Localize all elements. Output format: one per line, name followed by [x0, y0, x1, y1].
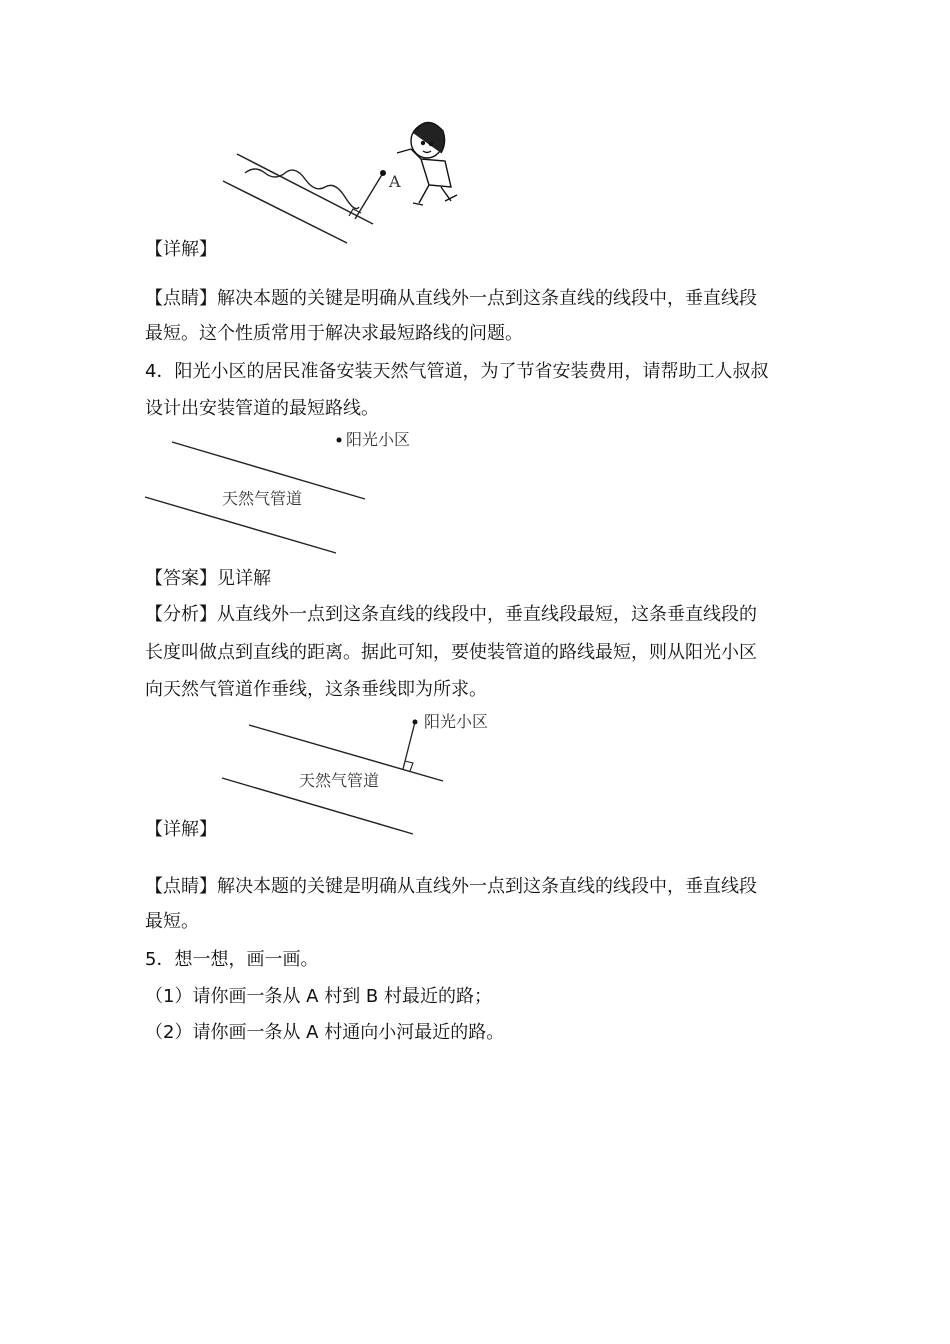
pipe-label-2: 天然气管道	[299, 771, 380, 790]
pipe-label: 天然气管道	[222, 489, 303, 508]
point-a-label: A	[389, 172, 401, 191]
analysis-line-3: 向天然气管道作垂线，这条垂线即为所求。	[145, 679, 487, 700]
question-5-part-2: （2）请你画一条从 A 村通向小河最近的路。	[145, 1022, 505, 1043]
river-figure	[215, 115, 485, 245]
tip-line-1: 【点睛】解决本题的关键是明确从直线外一点到这条直线的线段中，垂直线段	[145, 288, 757, 309]
analysis-line-1: 【分析】从直线外一点到这条直线的线段中，垂直线段最短，这条垂直线段的	[145, 604, 757, 625]
analysis-line-2: 长度叫做点到直线的距离。据此可知，要使装管道的路线最短，则从阳光小区	[145, 642, 757, 663]
tip2-line-1: 【点睛】解决本题的关键是明确从直线外一点到这条直线的线段中，垂直线段	[145, 876, 757, 897]
pipeline-figure	[140, 425, 440, 560]
detail-heading-2: 【详解】	[145, 819, 217, 840]
community-label-2: 阳光小区	[424, 712, 489, 731]
answer-line: 【答案】见详解	[145, 568, 271, 589]
question-5-part-1: （1）请你画一条从 A 村到 B 村最近的路；	[145, 986, 492, 1007]
tip-line-2: 最短。这个性质常用于解决求最短路线的问题。	[145, 323, 523, 344]
question-4-line-2: 设计出安装管道的最短路线。	[145, 398, 379, 419]
pipeline-solution-figure	[215, 705, 515, 840]
tip2-line-2: 最短。	[145, 911, 199, 932]
detail-heading-1: 【详解】	[145, 239, 217, 260]
girl-icon	[397, 122, 457, 205]
question-5-line-1: 5．想一想，画一画。	[145, 949, 319, 970]
question-4-line-1: 4．阳光小区的居民准备安装天然气管道，为了节省安装费用，请帮助工人叔叔	[145, 361, 769, 382]
community-label: 阳光小区	[346, 430, 411, 449]
